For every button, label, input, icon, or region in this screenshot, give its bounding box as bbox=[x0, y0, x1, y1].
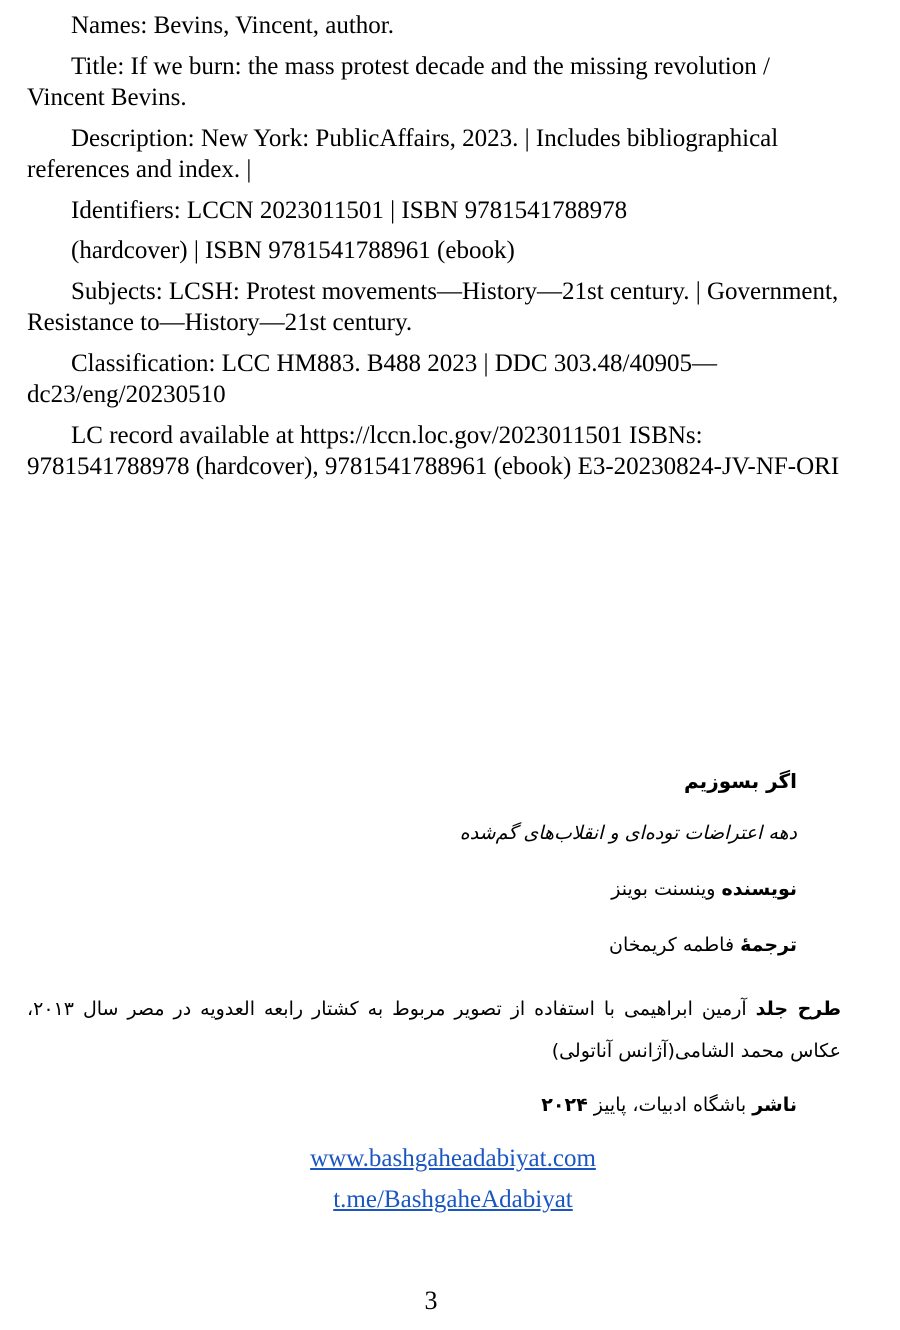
persian-publisher-line bbox=[27, 1090, 797, 1120]
cip-identifiers-line-1: Identifiers: LCCN 2023011501 | ISBN 9781541788978 bbox=[71, 196, 628, 224]
persian-author-line bbox=[27, 874, 797, 904]
persian-translator-line bbox=[27, 930, 797, 960]
cover-value: آرمین ابراهیمی با استفاده از تصویر مربوط به کشتار رابعه العدویه در مصر سال ۲۰۱۳، عکاس محمد الشامی(آژانس آناتولی) bbox=[27, 998, 841, 1062]
author-label: نویسنده bbox=[721, 878, 797, 900]
translator-label: ترجمهٔ bbox=[740, 934, 797, 956]
telegram-link[interactable]: t.me/BashgaheAdabiyat bbox=[333, 1186, 573, 1213]
page-number: 3 bbox=[424, 1286, 438, 1315]
publisher-year: ۲۰۲۴ bbox=[541, 1094, 588, 1116]
cip-subjects: Subjects: LCSH: Protest movements—History—21st century. | Government, Resistance to—History—21st century. bbox=[27, 277, 839, 336]
cip-names: Names: Bevins, Vincent, author. bbox=[71, 12, 394, 39]
translator-value: فاطمه کریمخان bbox=[609, 934, 741, 956]
cover-label: طرح جلد bbox=[755, 998, 842, 1020]
links-block bbox=[0, 1138, 900, 1220]
cip-description: Description: New York: PublicAffairs, 2023. | Includes bibliographical references and index. | bbox=[27, 124, 779, 183]
persian-book-title: اگر بسوزیم bbox=[684, 769, 797, 793]
cip-title: Title: If we burn: the mass protest decade and the missing revolution / Vincent Bevins. bbox=[27, 52, 770, 111]
persian-cover-design-line bbox=[27, 988, 841, 1072]
cip-identifiers-line-2: (hardcover) | ISBN 9781541788961 (ebook) bbox=[71, 237, 515, 264]
author-value: وینسنت بوینز bbox=[611, 878, 722, 900]
cip-block bbox=[27, 10, 847, 492]
website-link[interactable]: www.bashgaheadabiyat.com bbox=[310, 1145, 596, 1172]
cip-lc-record: LC record available at https://lccn.loc.gov/2023011501 ISBNs: 9781541788978 (hardcover), 9781541788961 (ebook) E3-20230824-JV-NF-ORI bbox=[27, 421, 840, 480]
publisher-value: باشگاه ادبیات، پاییز bbox=[587, 1094, 753, 1116]
cip-classification: Classification: LCC HM883. B488 2023 | DDC 303.48/40905—dc23/eng/20230510 bbox=[27, 349, 717, 408]
publisher-label: ناشر bbox=[752, 1094, 797, 1116]
persian-subtitle: دهه اعتراضات توده‌ای و انقلاب‌های گم‌شده bbox=[459, 822, 797, 844]
